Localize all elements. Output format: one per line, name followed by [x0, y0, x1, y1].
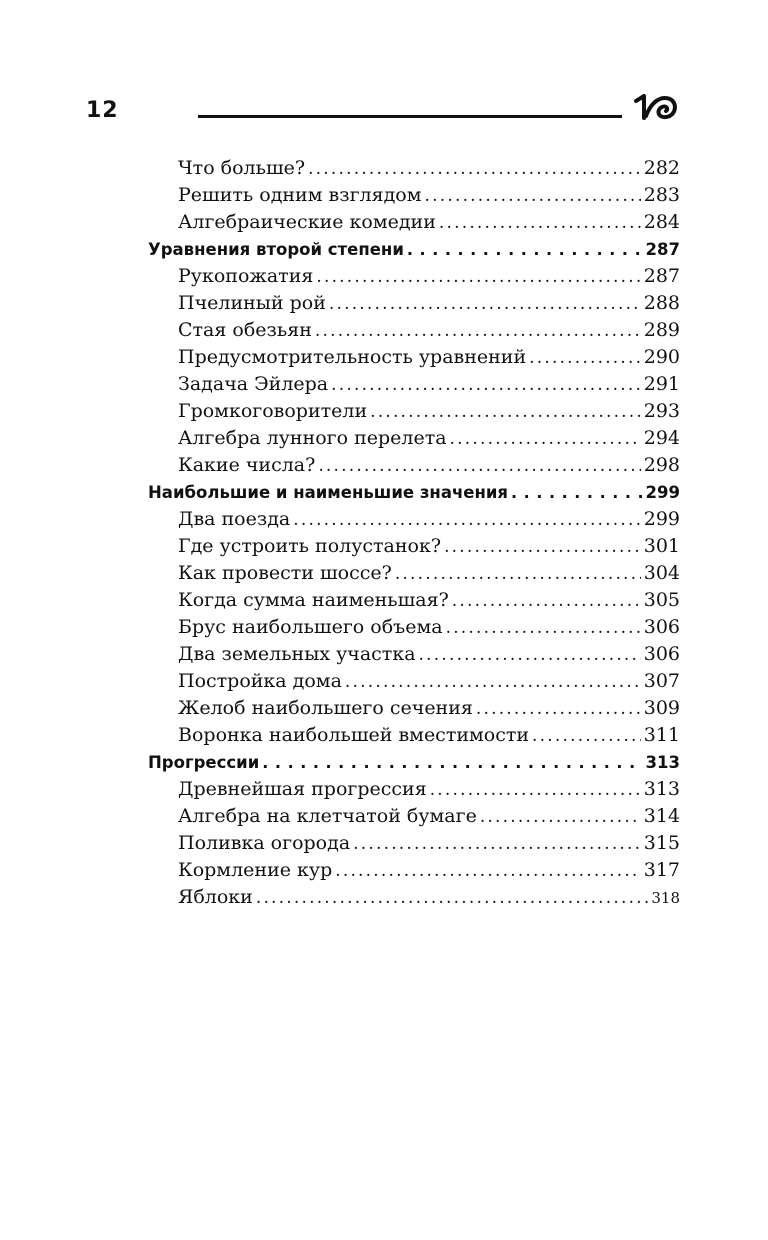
dot-leader — [353, 831, 641, 857]
dot-leader — [345, 669, 641, 695]
dot-leader — [395, 561, 641, 587]
toc-entry — [148, 398, 680, 425]
toc-entry-title: Желоб наибольшего сечения — [178, 697, 473, 719]
toc-entry — [148, 290, 680, 317]
toc-entry-title: Два земельных участка — [178, 643, 416, 665]
toc-entry — [148, 776, 680, 803]
toc-entry-title: Что больше? — [178, 157, 306, 179]
toc-entry-title: Задача Эйлера — [178, 373, 329, 395]
toc-entry-title: Громкоговорители — [178, 400, 368, 422]
toc-entry-page: 287 — [645, 240, 680, 259]
dot-leader — [444, 534, 641, 560]
toc-entry-title: Решить одним взглядом — [178, 184, 422, 206]
toc-entry-page: 306 — [643, 643, 680, 665]
toc-entry — [148, 155, 680, 182]
toc-entry-page: 309 — [643, 697, 680, 719]
dot-leader — [450, 426, 641, 452]
toc-entry-page: 307 — [643, 670, 680, 692]
toc-entry — [148, 614, 680, 641]
dot-leader — [329, 291, 641, 317]
publisher-logo-icon — [632, 92, 680, 124]
dot-leader — [262, 749, 642, 776]
dot-leader — [446, 615, 641, 641]
dot-leader — [452, 588, 641, 614]
toc-entry-title: Как провести шоссе? — [178, 562, 392, 584]
toc-entry — [148, 452, 680, 479]
toc-entry — [148, 506, 680, 533]
toc-entry-page: 288 — [643, 292, 680, 314]
toc-entry-title: Древнейшая прогрессия — [178, 778, 427, 800]
toc-entry — [148, 695, 680, 722]
toc-entry-page: 317 — [643, 859, 680, 881]
toc-entry-page: 289 — [643, 319, 680, 341]
toc-entry-page: 304 — [643, 562, 680, 584]
toc-entry-page: 298 — [643, 454, 680, 476]
toc-entry-title: Два поезда — [178, 508, 291, 530]
toc-entry-title: Когда сумма наименьшая? — [178, 589, 449, 611]
toc-entry-title: Какие числа? — [178, 454, 316, 476]
dot-leader — [425, 183, 641, 209]
toc-entry-page: 293 — [643, 400, 680, 422]
dot-leader — [370, 399, 641, 425]
toc-entry-page: 287 — [643, 265, 680, 287]
dot-leader — [529, 345, 641, 371]
dot-leader — [318, 453, 640, 479]
toc-entry — [148, 884, 680, 911]
toc-entry-page: 315 — [643, 832, 680, 854]
dot-leader — [439, 210, 641, 236]
dot-leader — [419, 642, 641, 668]
toc-entry-page: 299 — [643, 508, 680, 530]
toc-entry-page: 301 — [643, 535, 680, 557]
toc-entry — [148, 668, 680, 695]
toc-entry-page: 313 — [645, 753, 680, 772]
toc-entry — [148, 857, 680, 884]
toc-entry-title: Воронка наибольшей вместимости — [178, 724, 530, 746]
toc-entry-page: 299 — [645, 483, 680, 502]
header-rule — [198, 115, 622, 118]
toc-section — [148, 479, 680, 506]
toc-entry — [148, 209, 680, 236]
toc-entry — [148, 722, 680, 749]
toc-entry-title: Алгебра на клетчатой бумаге — [178, 805, 477, 827]
toc-entry-title: Стая обезьян — [178, 319, 312, 341]
toc-entry-page: 290 — [643, 346, 680, 368]
toc-section — [148, 749, 680, 776]
dot-leader — [532, 723, 641, 749]
toc-entry-title: Где устроить полустанок? — [178, 535, 442, 557]
table-of-contents — [148, 155, 680, 911]
dot-leader — [315, 318, 641, 344]
toc-entry-title: Брус наибольшего объема — [178, 616, 443, 638]
toc-entry — [148, 317, 680, 344]
dot-leader — [511, 479, 643, 506]
toc-entry-page: 284 — [643, 211, 680, 233]
toc-entry-page: 318 — [651, 889, 680, 907]
toc-section — [148, 236, 680, 263]
toc-entry — [148, 803, 680, 830]
toc-entry — [148, 344, 680, 371]
dot-leader — [407, 236, 643, 263]
toc-entry-page: 305 — [643, 589, 680, 611]
toc-entry-page: 291 — [643, 373, 680, 395]
toc-entry — [148, 587, 680, 614]
toc-entry-title: Постройка дома — [178, 670, 342, 692]
toc-entry — [148, 533, 680, 560]
toc-entry-page: 294 — [643, 427, 680, 449]
dot-leader — [476, 696, 641, 722]
toc-entry-title: Кормление кур — [178, 859, 333, 881]
toc-entry — [148, 830, 680, 857]
dot-leader — [316, 264, 640, 290]
toc-entry — [148, 560, 680, 587]
dot-leader — [480, 804, 641, 830]
dot-leader — [335, 858, 641, 884]
dot-leader — [430, 777, 641, 803]
toc-entry-title: Наибольшие и наименьшие значения — [148, 483, 509, 502]
toc-entry-title: Алгебраические комедии — [178, 211, 436, 233]
toc-entry-page: 311 — [643, 724, 680, 746]
toc-entry-page: 282 — [643, 157, 680, 179]
toc-entry-title: Пчелиный рой — [178, 292, 326, 314]
toc-entry — [148, 182, 680, 209]
dot-leader — [293, 507, 640, 533]
toc-entry-title: Яблоки — [178, 886, 253, 908]
toc-entry-page: 306 — [643, 616, 680, 638]
toc-entry — [148, 425, 680, 452]
toc-entry-title: Прогрессии — [148, 753, 260, 772]
toc-entry-page: 313 — [643, 778, 680, 800]
toc-entry — [148, 641, 680, 668]
dot-leader — [308, 156, 641, 182]
page-number: 12 — [86, 98, 119, 123]
toc-entry-title: Уравнения второй степени — [148, 240, 404, 259]
toc-entry-page: 283 — [643, 184, 680, 206]
toc-entry-title: Алгебра лунного перелета — [178, 427, 447, 449]
dot-leader — [331, 372, 641, 398]
toc-entry-title: Поливка огорода — [178, 832, 351, 854]
toc-entry — [148, 263, 680, 290]
toc-entry-title: Рукопожатия — [178, 265, 314, 287]
toc-entry-title: Предусмотрительность уравнений — [178, 346, 527, 368]
toc-entry-page: 314 — [643, 805, 680, 827]
toc-entry — [148, 371, 680, 398]
dot-leader — [256, 885, 649, 911]
